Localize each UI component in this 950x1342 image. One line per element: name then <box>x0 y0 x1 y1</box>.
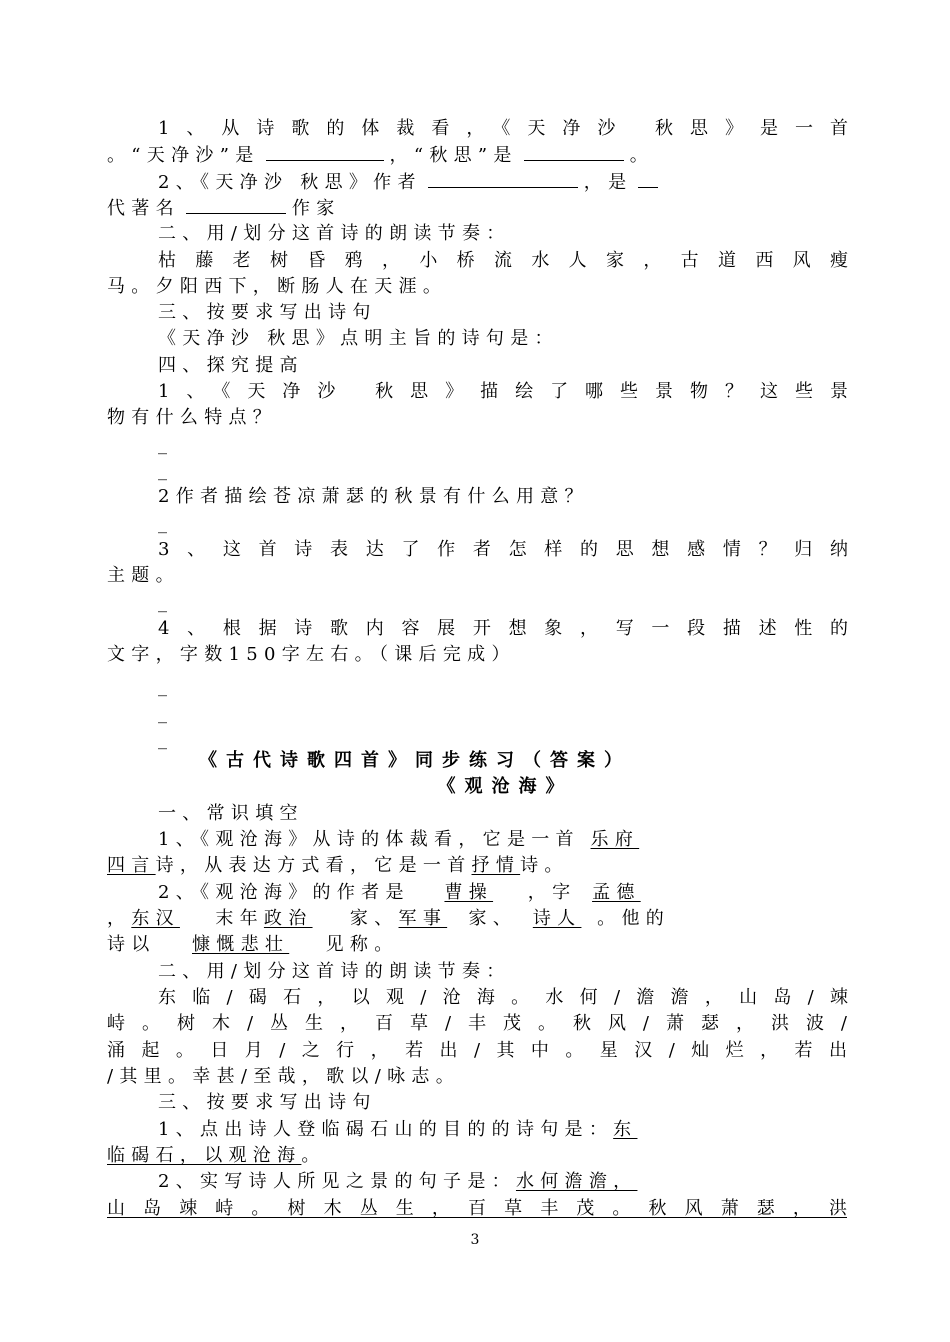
a-q2-answer-4: 政治 <box>263 908 313 929</box>
a-q1-line2 <box>107 853 847 879</box>
answers-title: 《古代诗歌四首》同步练习（答案） <box>199 750 631 771</box>
q1-line2 <box>107 142 847 168</box>
q2-text-b: ，是 <box>583 172 633 193</box>
a-s3-q2-text: 2、实写诗人所见之景的句子是： <box>158 1171 516 1192</box>
poem-line2: 马。夕阳西下，断肠人在天涯。 <box>107 276 448 297</box>
a-s3-q1-answer-2: 临碣石，以观沧海 <box>107 1145 302 1166</box>
a-section2-heading: 二、用/划分这首诗的朗读节奏： <box>158 961 511 982</box>
a-q2-answer-3: 东汉 <box>131 908 180 929</box>
a-q2-text-a: 2、《观沧海》的作者是 <box>158 882 410 903</box>
q1-blank-2[interactable] <box>524 142 624 161</box>
section3-heading: 三、按要求写出诗句 <box>158 302 377 323</box>
a-section3-heading: 三、按要求写出诗句 <box>158 1092 377 1113</box>
q2-text-d: 作家 <box>291 198 341 219</box>
a-q2-text-i: 见称。 <box>325 934 399 955</box>
a-q2-answer-1: 曹操 <box>444 882 494 903</box>
s4-q3-line1: 3、这首诗表达了作者怎样的思想感情？归纳 <box>158 539 848 560</box>
poem-line1: 枯藤老树昏鸦，小桥流水人家，古道西风瘦 <box>158 250 848 271</box>
a-poem-line2: 峙。树木/丛生，百草/丰茂。秋风/萧瑟，洪波/ <box>107 1013 847 1034</box>
answers-subtitle: 《观沧海》 <box>437 776 573 797</box>
a-s3-q2-answer-1: 水何澹澹， <box>515 1171 638 1192</box>
a-q2-answer-6: 诗人 <box>532 908 582 929</box>
a-q2-text-b: ，字 <box>527 882 577 903</box>
s4-q3-line2: 主题。 <box>107 565 180 586</box>
a-s3-q1-text-b: 。 <box>301 1145 326 1166</box>
s4-q1-line1: 1、《天净沙 秋思》描绘了哪些景物？这些景 <box>158 381 848 402</box>
a-q1-line1 <box>158 827 848 853</box>
a-q2-text-d: 末年 <box>215 908 264 929</box>
answer-dash: _ <box>158 513 167 534</box>
answer-dash: _ <box>158 434 167 455</box>
a-poem-line3: 涌起。日月/之行，若出/其中。星汉/灿烂，若出 <box>107 1040 847 1061</box>
q2-text-c: 代著名 <box>107 198 180 219</box>
a-s3-q1-answer-1: 东 <box>613 1119 638 1140</box>
a-q1-text-b: 诗，从表达方式看，它是一首 <box>155 855 472 876</box>
a-section1-heading: 一、常识填空 <box>158 803 304 824</box>
a-poem-line4: /其里。幸甚/至哉，歌以/咏志。 <box>107 1066 460 1087</box>
a-s3-q2-line1 <box>158 1169 848 1195</box>
answer-dash: _ <box>158 676 167 697</box>
section2-heading: 二、用/划分这首诗的朗读节奏： <box>158 223 511 244</box>
a-q2-text-f: 家、 <box>468 908 518 929</box>
a-poem-line1: 东临/碣石，以观/沧海。水何/澹澹，山岛/竦 <box>158 987 848 1008</box>
s4-q4-line1: 4、根据诗歌内容展开想象，写一段描述性的 <box>158 618 848 639</box>
q1-text-c: 。 <box>629 145 655 166</box>
q2-text-a: 2、《天净沙 秋思》作者 <box>158 172 422 193</box>
q2-blank-3[interactable] <box>186 195 286 214</box>
s4-q1-line2: 物有什么特点？ <box>107 407 278 428</box>
q1-text-a: 。“天净沙”是 <box>107 145 260 166</box>
a-q2-text-e: 家、 <box>349 908 399 929</box>
a-s3-q1-text: 1、点出诗人登临碣石山的目的的诗句是： <box>158 1119 614 1140</box>
a-s3-q1-line2 <box>107 1143 847 1169</box>
answer-dash: _ <box>158 592 167 613</box>
a-q2-line3 <box>107 932 847 958</box>
a-q2-text-h: 诗以 <box>107 934 156 955</box>
a-q2-answer-5: 军事 <box>398 908 448 929</box>
a-s3-q2-line2: 山岛竦峙。树木丛生，百草丰茂。秋风萧瑟，洪 <box>107 1198 847 1219</box>
a-q2-line2 <box>107 906 847 932</box>
q1-blank-1[interactable] <box>266 142 384 161</box>
answer-dash: _ <box>158 729 167 750</box>
a-q2-answer-7: 慷慨悲壮 <box>192 934 290 955</box>
section3-q1: 《天净沙 秋思》点明主旨的诗句是： <box>158 328 559 349</box>
a-q1-answer-2: 四言 <box>107 855 156 876</box>
q1-text-b: ，“秋思”是 <box>389 145 518 166</box>
section4-heading: 四、探究提高 <box>158 355 304 376</box>
a-q2-text-c: ， <box>107 908 132 929</box>
page-number: 3 <box>470 1232 480 1248</box>
a-q1-answer-1: 乐府 <box>590 829 640 850</box>
s4-q2: 2作者描绘苍凉萧瑟的秋景有什么用意？ <box>158 486 589 507</box>
a-q2-answer-2: 孟德 <box>592 882 641 903</box>
s4-q4-line2: 文字，字数150字左右。（课后完成） <box>107 644 516 665</box>
answer-dash: _ <box>158 703 167 724</box>
a-s3-q1-line1 <box>158 1117 848 1143</box>
q2-blank-1[interactable] <box>428 169 578 188</box>
q2-line1 <box>158 169 848 195</box>
answer-dash: _ <box>158 460 167 481</box>
a-q1-text-a: 1、《观沧海》从诗的体裁看，它是一首 <box>158 829 580 850</box>
q1-line1: 1、从诗歌的体裁看，《天净沙 秋思》是一首 <box>158 118 848 139</box>
q2-line2 <box>107 195 847 221</box>
a-q1-text-c: 诗。 <box>520 855 569 876</box>
a-q1-answer-3: 抒情 <box>471 855 521 876</box>
a-q2-text-g: 。他的 <box>597 908 671 929</box>
a-q2-line1 <box>158 880 848 906</box>
q2-blank-2[interactable] <box>638 169 658 188</box>
